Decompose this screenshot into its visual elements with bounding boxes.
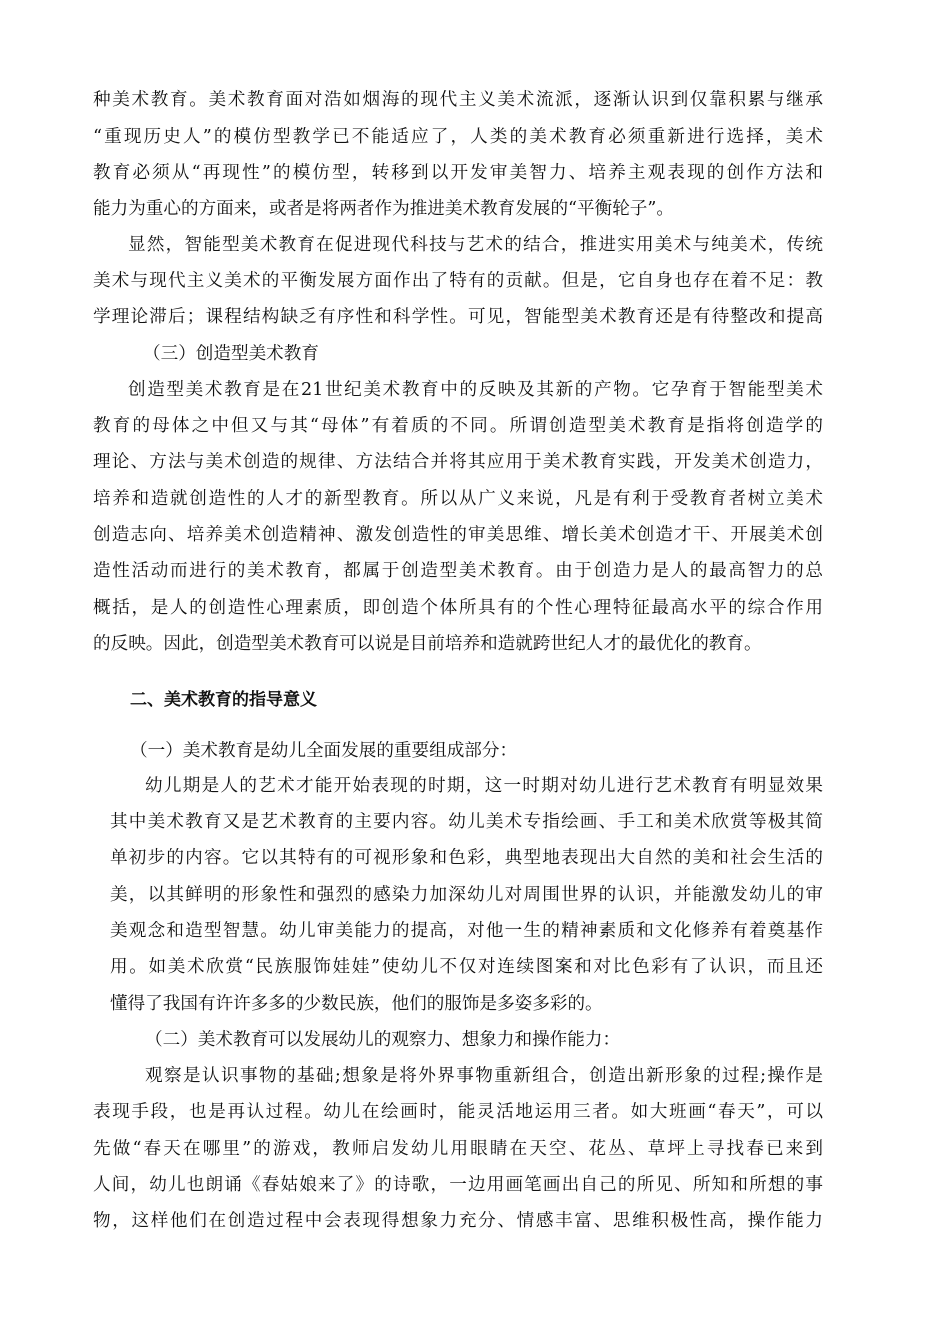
paragraph-line: 用。如美术欣赏“民族服饰娃娃”使幼儿不仅对连续图案和对比色彩有了认识，而且还 [110,957,823,977]
paragraph-line: 美观念和造型智慧。幼儿审美能力的提高，对他一生的精神素质和文化修养有着奠基作 [110,921,823,941]
paragraph-line: 学理论滞后；课程结构缺乏有序性和科学性。可见，智能型美术教育还是有待整改和提高 [93,307,823,327]
paragraph-line: 表现手段，也是再认过程。幼儿在绘画时，能灵活地运用三者。如大班画“春天”，可以 [93,1102,823,1122]
paragraph-line: “重现历史人”的模仿型教学已不能适应了，人类的美术教育必须重新进行选择，美术 [93,127,823,147]
subsection-heading: （三）创造型美术教育 [143,344,319,364]
subsection-heading: （二）美术教育可以发展幼儿的观察力、想象力和操作能力： [145,1030,621,1050]
paragraph-line: 教育必须从“再现性”的模仿型，转移到以开发审美智力、培养主观表现的创作方法和 [93,163,823,183]
paragraph-line: 美，以其鲜明的形象性和强烈的感染力加深幼儿对周围世界的认识，并能激发幼儿的审 [110,885,823,905]
paragraph-line: 理论、方法与美术创造的规律、方法结合并将其应用于美术教育实践，开发美术创造力， [93,452,823,472]
paragraph-line: 种美术教育。美术教育面对浩如烟海的现代主义美术流派，逐渐认识到仅靠积累与继承 [93,90,823,110]
paragraph-line: 物，这样他们在创造过程中会表现得想象力充分、情感丰富、思维积极性高，操作能力 [93,1211,823,1231]
paragraph-line: 其中美术教育又是艺术教育的主要内容。幼儿美术专指绘画、手工和美术欣赏等极其简 [110,812,823,832]
paragraph-line: 培养和造就创造性的人才的新型教育。所以从广义来说，凡是有利于受教育者树立美术 [93,489,823,509]
paragraph-line: 懂得了我国有许许多多的少数民族，他们的服饰是多姿多彩的。 [110,994,603,1014]
paragraph-line: 单初步的内容。它以其特有的可视形象和色彩，典型地表现出大自然的美和社会生活的 [110,848,823,868]
paragraph-line: 显然，智能型美术教育在促进现代科技与艺术的结合，推进实用美术与纯美术，传统 [128,235,823,255]
paragraph-line: 创造志向、培养美术创造精神、激发创造性的审美思维、增长美术创造才干、开展美术创 [93,525,823,545]
subsection-heading: （一）美术教育是幼儿全面发展的重要组成部分： [130,741,518,761]
paragraph-line: 概括，是人的创造性心理素质，即创造个体所具有的个性心理特征最高水平的综合作用 [93,598,823,618]
paragraph-line: 幼儿期是人的艺术才能开始表现的时期，这一时期对幼儿进行艺术教育有明显效果 [145,776,823,796]
paragraph-line: 造性活动而进行的美术教育，都属于创造型美术教育。由于创造力是人的最高智力的总 [93,561,823,581]
paragraph-line: 观察是认识事物的基础;想象是将外界事物重新组合，创造出新形象的过程;操作是 [145,1066,823,1086]
paragraph-line: 创造型美术教育是在21世纪美术教育中的反映及其新的产物。它孕育于智能型美术 [128,380,823,400]
paragraph-line: 美术与现代主义美术的平衡发展方面作出了特有的贡献。但是，它自身也存在着不足：教 [93,271,823,291]
paragraph-line: 教育的母体之中但又与其“母体”有着质的不同。所谓创造型美术教育是指将创造学的 [93,416,823,436]
paragraph-line: 人间，幼儿也朗诵《春姑娘来了》的诗歌，一边用画笔画出自己的所见、所知和所想的事 [93,1175,823,1195]
paragraph-line: 能力为重心的方面来，或者是将两者作为推进美术教育发展的“平衡轮子”。 [93,199,674,219]
paragraph-line: 的反映。因此，创造型美术教育可以说是目前培养和造就跨世纪人才的最优化的教育。 [93,634,762,654]
paragraph-line: 先做“春天在哪里”的游戏，教师启发幼儿用眼睛在天空、花丛、草坪上寻找春已来到 [93,1139,823,1159]
section-heading: 二、美术教育的指导意义 [130,690,317,710]
